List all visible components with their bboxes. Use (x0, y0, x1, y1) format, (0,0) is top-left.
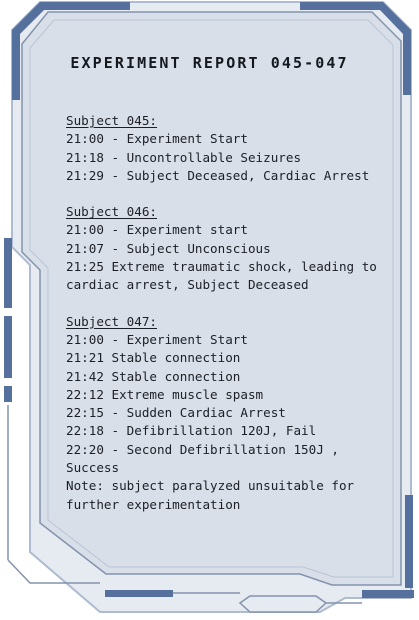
log-entry: 21:29 - Subject Deceased, Cardiac Arrest (66, 167, 370, 183)
subject-section-045 (66, 112, 386, 185)
log-entry: 22:20 - Second Defibrillation 150J , Success (66, 441, 347, 476)
subject-section-046 (66, 203, 386, 294)
bottom-right-bar (362, 590, 414, 598)
log-entry: 21:25 Extreme traumatic shock, leading to cardiac arrest, Subject Deceased (66, 259, 385, 293)
log-entry: 21:42 Stable connection (66, 368, 241, 384)
log-entry: 21:07 - Subject Unconscious (66, 240, 271, 256)
subject-section-047 (66, 313, 386, 514)
log-entry: 22:12 Extreme muscle spasm (66, 386, 264, 402)
subject-heading: Subject 047: (66, 313, 157, 329)
bottom-accent-bar (105, 590, 173, 597)
bottom-hexagon (240, 596, 326, 612)
report-body (66, 112, 386, 532)
log-entry: 21:18 - Uncontrollable Seizures (66, 149, 302, 165)
log-entry: 21:21 Stable connection (66, 350, 241, 366)
side-bar-segment (4, 316, 12, 378)
report-title: EXPERIMENT REPORT 045-047 (70, 54, 349, 72)
right-bar (405, 495, 413, 588)
log-entry: 22:15 - Sudden Cardiac Arrest (66, 405, 286, 421)
side-bar-segment (4, 386, 12, 402)
log-entry: 21:00 - Experiment start (66, 222, 248, 238)
log-entry: 21:00 - Experiment Start (66, 331, 248, 347)
subject-note: Note: subject paralyzed unsuitable for further experimentation (66, 478, 362, 512)
side-bar-segment (4, 238, 12, 308)
log-entry: 21:00 - Experiment Start (66, 131, 248, 147)
log-entry: 22:18 - Defibrillation 120J, Fail (66, 423, 317, 439)
subject-heading: Subject 045: (66, 113, 157, 128)
subject-heading: Subject 046: (66, 204, 157, 220)
